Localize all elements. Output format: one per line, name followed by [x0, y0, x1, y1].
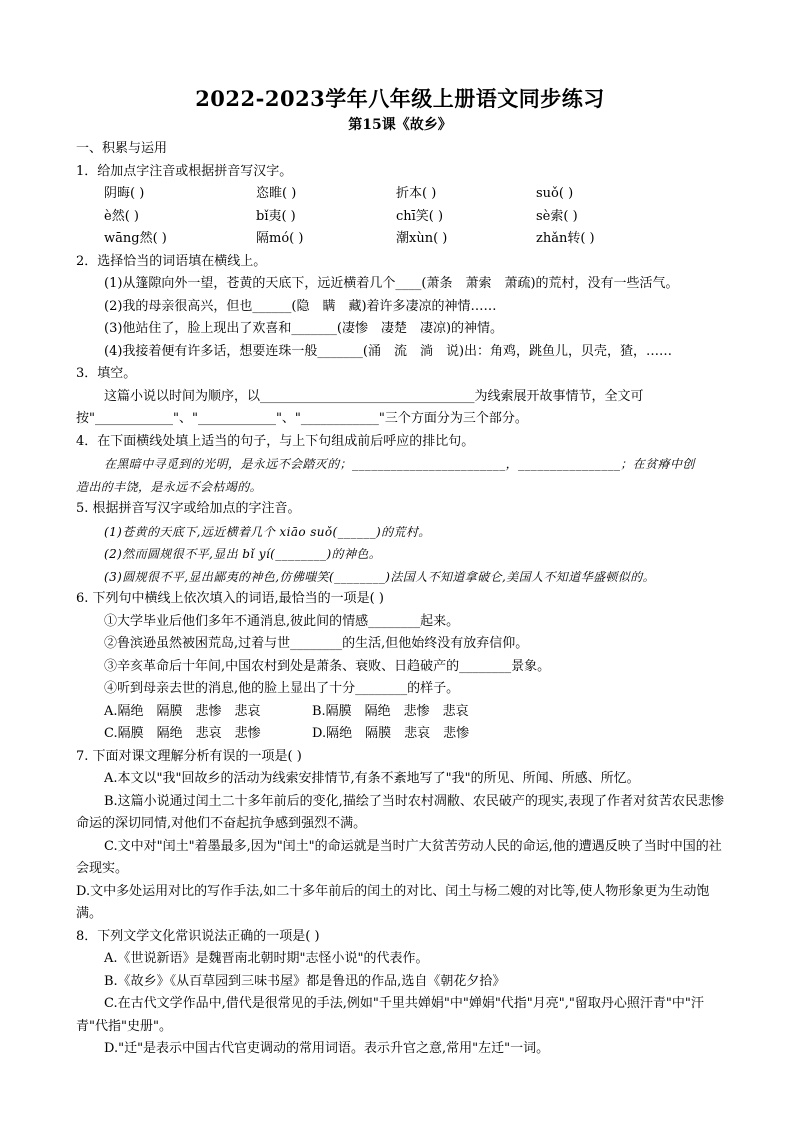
q5-item-1: (1)苍黄的天底下,远近横着几个 xiāo suǒ(______)的荒村。 [104, 524, 431, 539]
q1-item: 隔mó( ) [256, 231, 304, 246]
q6-option-b: B.隔膜 隔绝 悲惨 悲哀 [312, 703, 469, 719]
question-5-stem: 5. 根据拼音写汉字或给加点的字注音。 [76, 501, 301, 516]
q2-item-4: (4)我接着便有许多话，想要连珠一般_______(涌 流 淌 说)出：角鸡，跳鱼儿，贝壳，猹，…… [104, 343, 673, 359]
q1-item: zhǎn转( ) [536, 231, 595, 246]
section-heading: 一、积累与运用 [76, 141, 168, 156]
q5-item-2: (2)然而圆规很不平,显出 bǐ yí(________)的神色。 [104, 547, 382, 561]
page-title: 2022-2023学年八年级上册语文同步练习 [195, 86, 605, 111]
q6-options [76, 701, 724, 746]
q8-option-b: B.《故乡》《从百草园到三味书屋》都是鲁迅的作品,选自《朝花夕拾》 [104, 973, 506, 989]
q1-item: bǐ夷( ) [256, 208, 296, 224]
q4-line-1: 在黑暗中寻觅到的光明，是永远不会踏灭的；________________________，________________；在贫瘠中创 [104, 457, 695, 471]
q6-option-c: C.隔膜 隔绝 悲哀 悲惨 [104, 726, 261, 741]
q2-item-3: (3)他站住了，脸上现出了欢喜和_______(凄惨 凄楚 凄凉)的神情。 [104, 321, 504, 336]
q4-line-2: 造出的丰饶，是永远不会枯竭的。 [76, 479, 263, 494]
q2-item-1: (1)从篷隙向外一望，苍黄的天底下，远近横着几个____(萧条 萧索 萧疏)的荒村，没有一些活气。 [104, 276, 679, 291]
q7-option-a: A.本文以"我"回故乡的活动为线索安排情节,有条不紊地写了"我"的所见、所闻、所感、所忆。 [104, 771, 640, 786]
q1-item: 阴晦( ) [104, 186, 145, 201]
q8-option-d: D."迁"是表示中国古代官吏调动的常用词语。表示升官之意,常用"左迁"一词。 [104, 1041, 550, 1056]
q6-item-4: ④听到母亲去世的消息,他的脸上显出了十分________的样子。 [104, 681, 460, 696]
q7-option-d: D.文中多处运用对比的写作手法,如二十多年前后的闰土的对比、闰土与杨二嫂的对比等,使人物形象更为生动饱满。 [76, 883, 710, 921]
q7-option-b: B.这篇小说通过闰土二十多年前后的变化,描绘了当时农村凋敝、农民破产的现实,表现了作者对贫苦农民悲惨命运的深切同情,对他们不奋起抗争感到强烈不满。 [76, 793, 724, 831]
q7-option-c: C.文中对"闰土"着墨最多,因为"闰土"的命运就是当时广大贫苦劳动人民的命运,他的遭遇反映了当时中国的社会现实。 [76, 838, 722, 876]
q1-item: sè索( ) [536, 208, 578, 224]
q5-item-3: (3)圆规很不平,显出鄙夷的神色,仿佛嗤笑(________)法国人不知道拿破仑,美国人不知道华盛顿似的。 [104, 569, 656, 584]
q6-option-a: A.隔绝 隔膜 悲惨 悲哀 [104, 703, 261, 719]
q8-option-c: C.在古代文学作品中,借代是很常见的手法,例如"千里共婵娟"中"婵娟"代指"月亮","留取丹心照汗青"中"汗青"代指"史册"。 [76, 996, 704, 1034]
q2-item-2: (2)我的母亲很高兴，但也______(隐 瞒 藏)着许多凄凉的神情…… [104, 298, 497, 314]
q1-item: 折本( ) [396, 186, 437, 201]
q8-option-a: A.《世说新语》是魏晋南北朝时期"志怪小说"的代表作。 [104, 951, 429, 966]
q1-item: suǒ( ) [536, 186, 574, 201]
q6-item-1: ①大学毕业后他们多年不通消息,彼此间的情感________起来。 [104, 613, 460, 629]
question-2-stem: 2．选择恰当的词语填在横线上。 [76, 253, 267, 269]
q1-item: 恣睢( ) [256, 186, 297, 201]
question-3-stem: 3．填空。 [76, 366, 137, 381]
question-8-stem: 8．下列文学文化常识说法正确的一项是( ) [76, 928, 320, 944]
q1-item: chī笑( ) [396, 208, 444, 224]
q6-item-3: ③辛亥革命后十年间,中国农村到处是萧条、衰败、日趋破产的________景象。 [104, 658, 551, 674]
question-6-stem: 6. 下列句中横线上依次填入的词语,最恰当的一项是( ) [76, 591, 384, 606]
q6-item-2: ②鲁滨逊虽然被困荒岛,过着与世________的生活,但他始终没有放弃信仰。 [104, 636, 529, 651]
q1-item: wāng然( ) [104, 231, 167, 246]
question-1-grid [76, 183, 724, 251]
q3-line-1: 这篇小说以时间为顺序，以_________________________________为线索展开故事情节，全文可 [104, 388, 644, 404]
q6-option-d: D.隔绝 隔膜 悲哀 悲惨 [312, 726, 470, 741]
q1-item: è然( ) [104, 208, 139, 224]
question-7-stem: 7. 下面对课文理解分析有误的一项是( ) [76, 748, 302, 764]
lesson-subtitle: 第15课《故乡》 [348, 117, 452, 133]
question-1-stem: 1．给加点字注音或根据拼音写汉字。 [76, 163, 293, 179]
worksheet-page [76, 84, 724, 1061]
q3-line-2: 按"____________"、"____________"、"____________"三个方面分为三个部分。 [76, 411, 528, 426]
question-4-stem: 4．在下面横线处填上适当的句子，与上下句组成前后呼应的排比句。 [76, 433, 475, 449]
q1-item: 潮xùn( ) [396, 231, 448, 246]
